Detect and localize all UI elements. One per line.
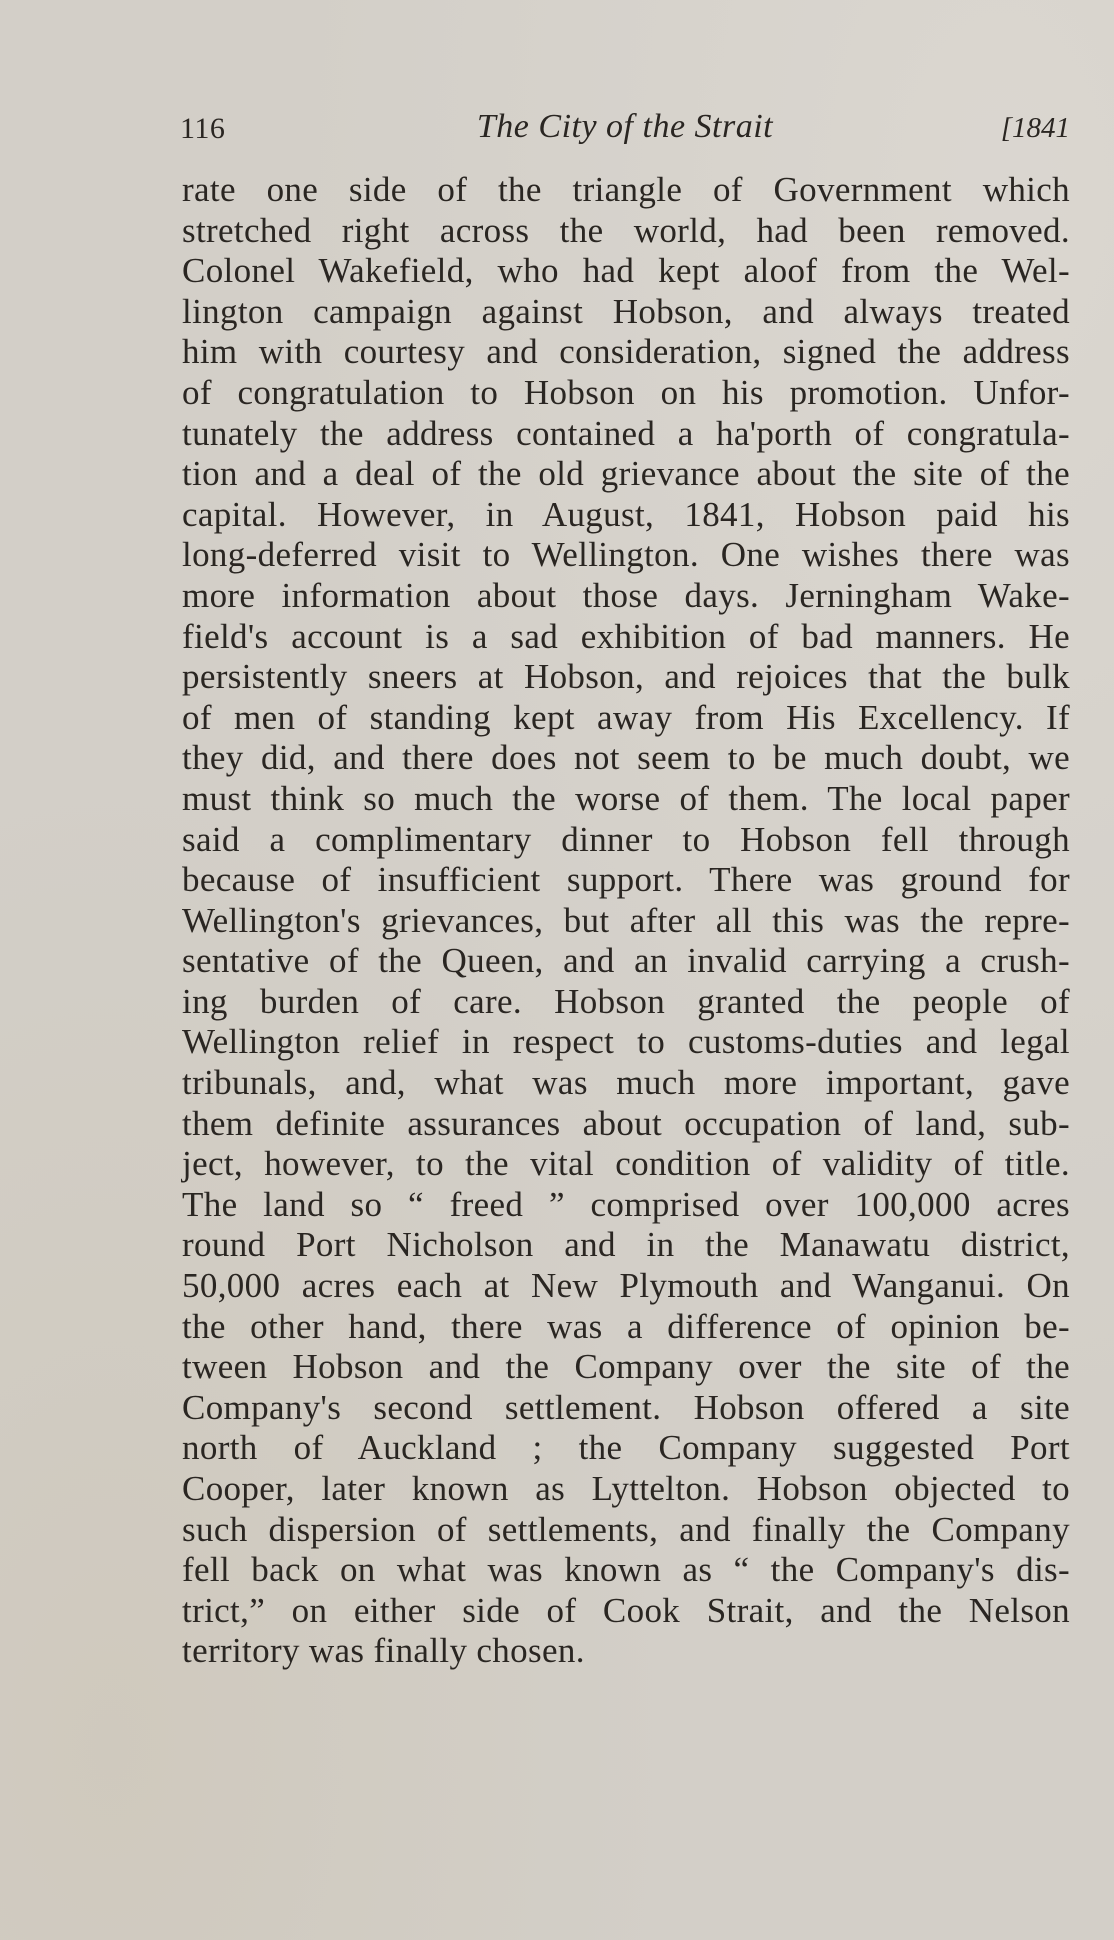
text-line: him with courtesy and consideration, signed the address [182,332,1070,372]
text-line: such dispersion of settlements, and finally the Company [182,1509,1070,1549]
text-line: must think so much the worse of them. The local paper [182,778,1070,818]
text-line: rate one side of the triangle of Government which [182,170,1070,209]
text-line: tion and a deal of the old grievance about the site of the [182,454,1070,494]
text-line: of men of standing kept away from His Excellency. If [182,697,1070,737]
text-line: sentative of the Queen, and an invalid carrying a crush- [182,941,1070,981]
text-line: Wellington's grievances, but after all this was the repre- [182,900,1070,940]
text-line: more information about those days. Jerningham Wake- [182,575,1070,615]
text-line: ing burden of care. Hobson granted the people of [182,981,1070,1021]
text-line: tunately the address contained a ha'porth of congratula- [182,413,1070,453]
running-year: [1841 [1000,112,1070,144]
text-line: said a complimentary dinner to Hobson fell through [182,819,1070,859]
text-line: them definite assurances about occupation of land, sub- [182,1103,1070,1143]
text-line: of congratulation to Hobson on his promotion. Unfor- [182,372,1070,412]
text-line: fell back on what was known as “ the Company's dis- [182,1550,1070,1590]
running-head [180,108,1070,158]
body-text [182,170,1070,1672]
text-line: they did, and there does not seem to be much doubt, we [182,738,1070,778]
text-line: persistently sneers at Hobson, and rejoices that the bulk [182,657,1070,697]
text-line: round Port Nicholson and in the Manawatu district, [182,1225,1070,1265]
text-line: the other hand, there was a difference of opinion be- [182,1306,1070,1346]
text-line: Wellington relief in respect to customs-duties and legal [182,1022,1070,1062]
text-line: tween Hobson and the Company over the site of the [182,1347,1070,1387]
text-line: trict,” on either side of Cook Strait, and the Nelson [182,1590,1070,1630]
text-line: territory was finally chosen. [182,1631,585,1671]
text-line: north of Auckland ; the Company suggested Port [182,1428,1070,1468]
text-line: Cooper, later known as Lyttelton. Hobson objected to [182,1469,1070,1508]
text-line: lington campaign against Hobson, and always treated [182,291,1070,331]
text-line: Company's second settlement. Hobson offered a site [182,1387,1070,1427]
text-line: capital. However, in August, 1841, Hobson paid his [182,494,1070,534]
page-number: 116 [180,112,226,145]
text-line: field's account is a sad exhibition of bad manners. He [182,616,1070,656]
running-title: The City of the Strait [476,108,774,145]
text-line: 50,000 acres each at New Plymouth and Wanganui. On [182,1266,1070,1306]
text-line: because of insufficient support. There was ground for [182,860,1070,900]
text-line: tribunals, and, what was much more important, gave [182,1063,1070,1103]
text-line: ject, however, to the vital condition of validity of title. [182,1144,1070,1184]
text-line: long-deferred visit to Wellington. One wishes there was [182,535,1070,575]
text-line: The land so “ freed ” comprised over 100,000 acres [182,1184,1070,1224]
text-line: Colonel Wakefield, who had kept aloof from the Wel- [182,251,1070,291]
text-line: stretched right across the world, had been removed. [182,210,1070,250]
